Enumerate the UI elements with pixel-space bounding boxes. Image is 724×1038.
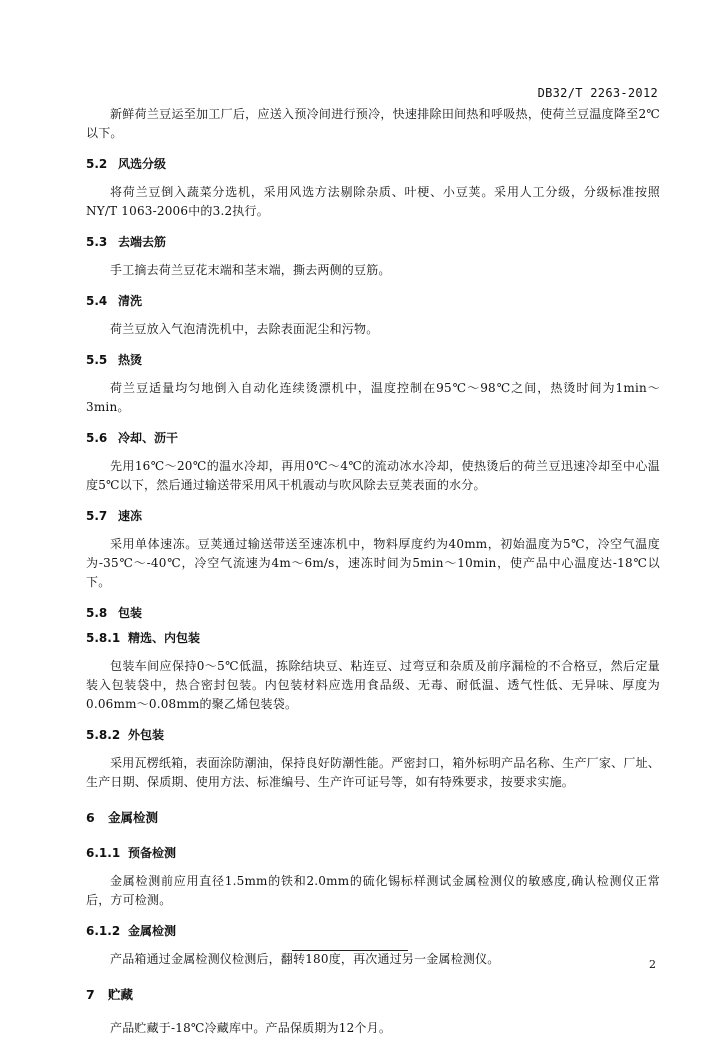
section-number: 5.8.1 xyxy=(86,631,121,645)
end-of-document-rule xyxy=(292,950,408,951)
paragraph-storage: 产品贮藏于-18℃冷藏库中。产品保质期为12个月。 xyxy=(110,1021,392,1035)
section-number: 5.8 xyxy=(86,606,108,620)
chapter-heading-6 xyxy=(86,808,660,828)
chapter-heading-7 xyxy=(86,985,660,1005)
section-number: 5.6 xyxy=(86,431,108,445)
section-number: 5.2 xyxy=(86,157,108,171)
section-number: 5.7 xyxy=(86,509,108,523)
section-title: 预备检测 xyxy=(128,846,177,860)
paragraph-metal-detection: 产品箱通过金属检测仪检测后，翻转180度，再次通过另一金属检测仪。 xyxy=(110,952,500,966)
paragraph-quick-freezing: 采用单体速冻。豆荚通过输送带送至速冻机中，物料厚度约为40mm，初始温度为5℃，冷空气温度为-35℃～-40℃，冷空气流速为4m～6m/s，速冻时间为5min～10min，使产品中心温度达-18℃以下。 xyxy=(86,537,660,589)
section-heading-5-3 xyxy=(86,233,660,252)
paragraph-outer-packaging: 采用瓦楞纸箱，表面涂防潮油，保持良好防潮性能。严密封口，箱外标明产品名称、生产厂家、厂址、生产日期、保质期、使用方法、标准编号、生产许可证号等，如有特殊要求，按要求实施。 xyxy=(86,756,660,789)
section-number: 6.1.1 xyxy=(86,846,121,860)
chapter-title: 金属检测 xyxy=(108,810,159,825)
section-title: 风选分级 xyxy=(118,157,167,171)
paragraph-inner-packaging: 包装车间应保持0～5℃低温，拣除结块豆、粘连豆、过弯豆和杂质及前序漏检的不合格豆，然后定量装入包装袋中，热合密封包装。内包装材料应选用食品级、无毒、耐低温、透气性低、无异味、厚度为0.06mm～0.08mm的聚乙烯包装袋。 xyxy=(86,659,660,711)
section-heading-6-1-1 xyxy=(86,844,660,863)
document-body xyxy=(86,105,660,1038)
chapter-title: 贮藏 xyxy=(108,987,134,1002)
chapter-number: 7 xyxy=(86,987,95,1002)
section-title: 速冻 xyxy=(118,509,143,523)
paragraph-trimming: 手工摘去荷兰豆花末端和茎末端，撕去两侧的豆筋。 xyxy=(110,263,391,277)
paragraph-blanching: 荷兰豆适量均匀地倒入自动化连续烫漂机中，温度控制在95℃～98℃之间，热烫时间为1min～3min。 xyxy=(86,381,660,414)
section-number: 5.5 xyxy=(86,353,108,367)
paragraph-precooling: 新鲜荷兰豆运至加工厂后，应送入预冷间进行预冷，快速排除田间热和呼吸热，使荷兰豆温度降至2℃以下。 xyxy=(86,107,660,140)
section-title: 热烫 xyxy=(118,353,143,367)
section-heading-5-7 xyxy=(86,507,660,526)
chapter-number: 6 xyxy=(86,810,95,825)
section-title: 金属检测 xyxy=(128,924,177,938)
section-heading-5-6 xyxy=(86,429,660,448)
paragraph-washing: 荷兰豆放入气泡清洗机中，去除表面泥尘和污物。 xyxy=(110,322,379,336)
section-number: 5.4 xyxy=(86,294,108,308)
section-heading-5-2 xyxy=(86,155,660,174)
page-number: 2 xyxy=(649,958,656,971)
paragraph-cooling: 先用16℃～20℃的温水冷却，再用0℃～4℃的流动冰水冷却，使热烫后的荷兰豆迅速冷却至中心温度5℃以下，然后通过输送带采用风干机震动与吹风除去豆荚表面的水分。 xyxy=(86,459,660,492)
section-number: 5.8.2 xyxy=(86,728,121,742)
paragraph-pre-detection: 金属检测前应用直径1.5mm的铁和2.0mm的硫化锡标样测试金属检测仪的敏感度,确认检测仪正常后，方可检测。 xyxy=(86,874,660,907)
section-heading-5-8 xyxy=(86,604,660,623)
paragraph-grading: 将荷兰豆倒入蔬菜分选机，采用风选方法剔除杂质、叶梗、小豆荚。采用人工分级，分级标准按照NY/T 1063-2006中的3.2执行。 xyxy=(86,185,660,218)
section-heading-5-5 xyxy=(86,351,660,370)
section-title: 去端去筋 xyxy=(118,235,167,249)
section-title: 冷却、沥干 xyxy=(118,431,179,445)
section-heading-5-4 xyxy=(86,292,660,311)
section-title: 外包装 xyxy=(128,728,165,742)
section-number: 6.1.2 xyxy=(86,924,121,938)
section-number: 5.3 xyxy=(86,235,108,249)
document-code: DB32/T 2263-2012 xyxy=(537,86,658,100)
section-heading-6-1-2 xyxy=(86,922,660,941)
section-title: 包装 xyxy=(118,606,143,620)
section-title: 清洗 xyxy=(118,294,143,308)
section-heading-5-8-2 xyxy=(86,726,660,745)
section-heading-5-8-1 xyxy=(86,629,660,648)
section-title: 精选、内包装 xyxy=(128,631,201,645)
